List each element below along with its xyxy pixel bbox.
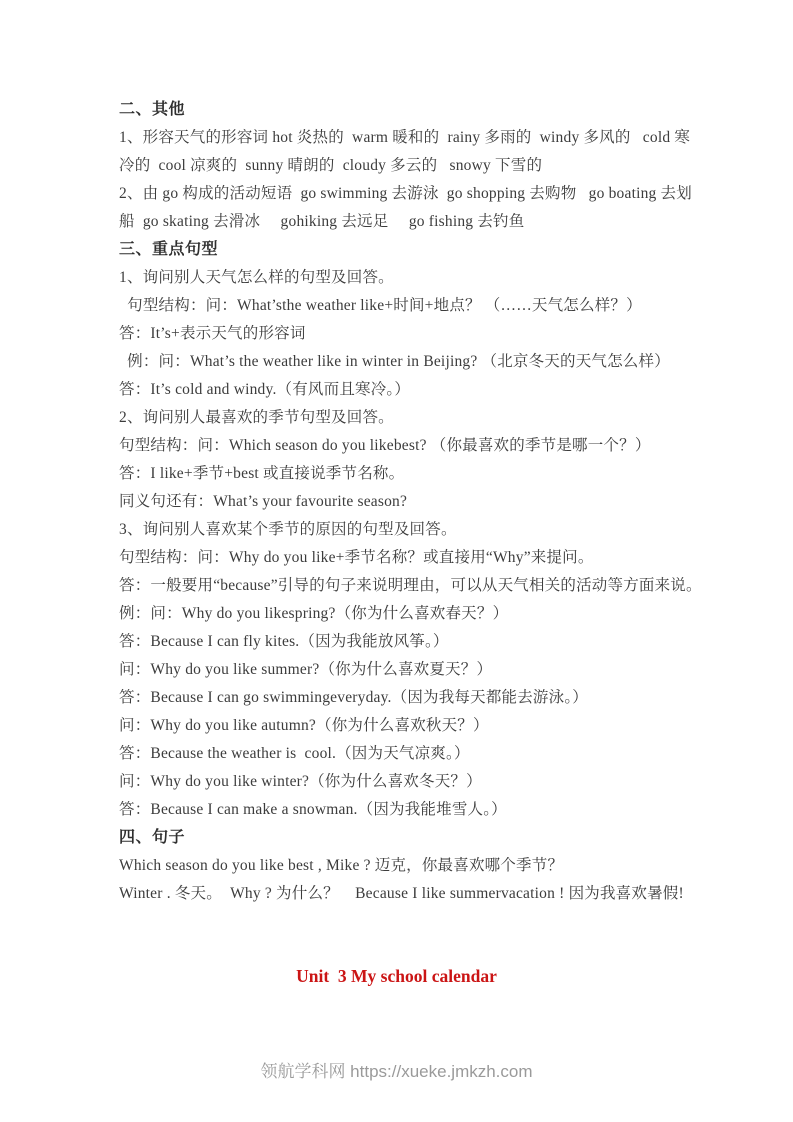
text-line: 答：Because the weather is cool.（因为天气凉爽。） [119,745,470,762]
text-line: 答：Because I can make a snowman.（因为我能堆雪人。） [119,801,507,818]
text-line: 问：Why do you like winter?（你为什么喜欢冬天？） [119,773,482,790]
text-line: 1、询问别人天气怎么样的句型及回答。 [119,269,394,286]
text-line: 答：一般要用“because”引导的句子来说明理由，可以从天气相关的活动等方面来说。 [119,577,702,594]
unit-title: Unit 3 My school calendar [296,966,497,986]
section-heading: 二、其他 [119,101,186,118]
document-body [119,96,702,908]
text-line: 例：问：What’s the weather like in winter in Beijing? （北京冬天的天气怎么样） [119,353,670,370]
text-line: Which season do you like best , Mike ? 迈克，你最喜欢哪个季节？ [119,857,564,874]
text-line: 例：问：Why do you likespring?（你为什么喜欢春天？） [119,605,509,622]
text-line: 答：Because I can go swimmingeveryday.（因为我每天都能去游泳。） [119,689,588,706]
section-heading: 三、重点句型 [119,241,219,258]
text-line: 答：It’s+表示天气的形容词 [119,325,306,342]
text-line: 问：Why do you like summer?（你为什么喜欢夏天？） [119,661,493,678]
text-line: 2、由 go 构成的活动短语 go swimming 去游泳 go shopping 去购物 go boating 去划 [119,185,692,202]
text-line: 答：Because I can fly kites.（因为我能放风筝。） [119,633,449,650]
text-line: 2、询问别人最喜欢的季节句型及回答。 [119,409,394,426]
text-line: 船 go skating 去滑冰 gohiking 去远足 go fishing 去钓鱼 [119,213,525,230]
text-line: 句型结构：问：What’sthe weather like+时间+地点？ （……天气怎么样？） [119,297,642,314]
text-line: 句型结构：问：Which season do you likebest? （你最喜欢的季节是哪一个？） [119,437,651,454]
text-line: 同义句还有：What’s your favourite season? [119,493,408,510]
text-line: 冷的 cool 凉爽的 sunny 晴朗的 cloudy 多云的 snowy 下雪的 [119,157,543,174]
text-line: 问：Why do you like autumn?（你为什么喜欢秋天？） [119,717,489,734]
text-line: 答：I like+季节+best 或直接说季节名称。 [119,465,405,482]
text-line: 答：It’s cold and windy.（有风而且寒冷。） [119,381,411,398]
text-line: 句型结构：问：Why do you like+季节名称？或直接用“Why”来提问。 [119,549,594,566]
text-line: 3、询问别人喜欢某个季节的原因的句型及回答。 [119,521,457,538]
text-line: Winter . 冬天。 Why ? 为什么？ Because I like summervacation ! 因为我喜欢暑假! [119,885,684,902]
text-line: 1、形容天气的形容词 hot 炎热的 warm 暖和的 rainy 多雨的 windy 多风的 cold 寒 [119,129,691,146]
section-heading: 四、句子 [119,829,186,846]
footer-watermark: 领航学科网 https://xueke.jmkzh.com [260,1062,533,1081]
